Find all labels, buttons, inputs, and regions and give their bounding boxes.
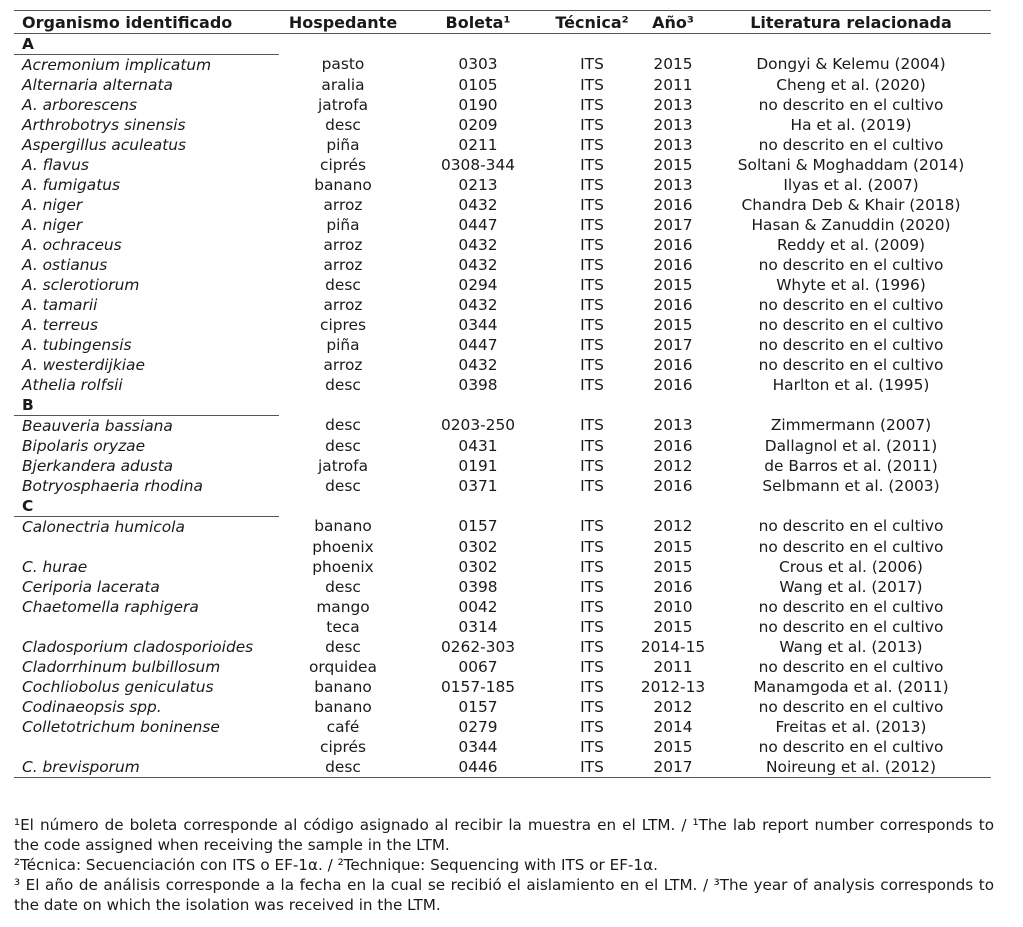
table-row xyxy=(14,335,991,355)
table-row xyxy=(14,476,991,496)
cell-year: 2016 xyxy=(653,295,693,314)
cell-organism xyxy=(14,537,279,557)
table-row xyxy=(14,355,991,375)
cell-organism: A. terreus xyxy=(22,315,98,334)
cell-host: desc xyxy=(325,375,361,394)
cell-host: arroz xyxy=(323,195,363,214)
cell-literature: Harlton et al. (1995) xyxy=(772,375,930,394)
cell-technique: ITS xyxy=(580,677,604,696)
cell-report: 0432 xyxy=(458,195,498,214)
cell-report: 0447 xyxy=(458,335,498,354)
cell-technique: ITS xyxy=(580,517,604,536)
cell-report: 0209 xyxy=(458,115,498,134)
cell-literature: Ilyas et al. (2007) xyxy=(783,175,919,194)
cell-year: 2013 xyxy=(653,115,693,134)
cell-organism: Arthrobotrys sinensis xyxy=(22,115,186,134)
cell-technique: ITS xyxy=(580,215,604,234)
cell-report: 0446 xyxy=(407,757,549,778)
cell-technique: ITS xyxy=(580,175,604,194)
cell-technique: ITS xyxy=(580,315,604,334)
cell-host: piña xyxy=(326,335,360,354)
header-literature: Literatura relacionada xyxy=(711,11,991,34)
header-host: Hospedante xyxy=(279,11,407,34)
cell-report: 0303 xyxy=(458,55,498,74)
footnote-1: ¹El número de boleta corresponde al código asignado al recibir la muestra en el LTM. / ¹The lab report number corresponds to the code assigned when receiving the sample in the LTM. xyxy=(14,816,994,854)
table-row xyxy=(14,175,991,195)
cell-report: 0432 xyxy=(458,235,498,254)
cell-year: 2012 xyxy=(653,697,693,716)
cell-literature: no descrito en el cultivo xyxy=(758,135,944,154)
cell-host: banano xyxy=(314,517,372,536)
cell-organism: A. ostianus xyxy=(22,255,108,274)
cell-organism: A. ochraceus xyxy=(22,235,122,254)
cell-report: 0157 xyxy=(458,697,498,716)
cell-host: desc xyxy=(325,416,361,435)
cell-host: ciprés xyxy=(320,155,366,174)
cell-organism: Chaetomella raphigera xyxy=(22,597,199,616)
cell-host: banano xyxy=(314,697,372,716)
footnote-2: ²Técnica: Secuenciación con ITS o EF-1α. / ²Technique: Sequencing with ITS or EF-1α. xyxy=(14,856,658,874)
cell-host: piña xyxy=(326,135,360,154)
cell-technique: ITS xyxy=(580,537,604,556)
cell-organism: A. niger xyxy=(22,215,83,234)
cell-organism xyxy=(14,617,279,637)
cell-host: orquidea xyxy=(309,657,377,676)
cell-literature: no descrito en el cultivo xyxy=(758,315,944,334)
table-row xyxy=(14,275,991,295)
cell-year: 2015 xyxy=(653,557,693,576)
cell-technique: ITS xyxy=(580,55,604,74)
section-letter: A xyxy=(14,34,279,55)
cell-report: 0211 xyxy=(458,135,498,154)
cell-year: 2015 xyxy=(653,55,693,74)
cell-host: ciprés xyxy=(320,737,366,756)
cell-literature: Chandra Deb & Khair (2018) xyxy=(741,195,961,214)
cell-host: desc xyxy=(325,275,361,294)
cell-literature: Dallagnol et al. (2011) xyxy=(764,436,938,455)
header-year: Año³ xyxy=(635,11,711,34)
cell-year: 2013 xyxy=(653,416,693,435)
cell-organism: Cladorrhinum bulbillosum xyxy=(22,657,221,676)
cell-host: desc xyxy=(325,436,361,455)
cell-year: 2016 xyxy=(653,235,693,254)
table-row xyxy=(14,597,991,617)
cell-technique: ITS xyxy=(580,476,604,495)
cell-report: 0302 xyxy=(458,557,498,576)
cell-year: 2013 xyxy=(653,175,693,194)
cell-literature: Crous et al. (2006) xyxy=(779,557,923,576)
cell-host: piña xyxy=(326,215,360,234)
cell-host: café xyxy=(326,717,360,736)
cell-report: 0432 xyxy=(458,295,498,314)
cell-literature: no descrito en el cultivo xyxy=(758,697,944,716)
cell-literature: de Barros et al. (2011) xyxy=(764,456,938,475)
cell-technique: ITS xyxy=(580,737,604,756)
cell-host: arroz xyxy=(323,355,363,374)
cell-organism: A. fumigatus xyxy=(22,175,121,194)
cell-year: 2016 xyxy=(653,476,693,495)
cell-technique: ITS xyxy=(580,275,604,294)
cell-report: 0042 xyxy=(458,597,498,616)
cell-host: aralia xyxy=(321,75,365,94)
cell-literature: no descrito en el cultivo xyxy=(758,295,944,314)
cell-literature: Manamgoda et al. (2011) xyxy=(753,677,949,696)
cell-literature: no descrito en el cultivo xyxy=(758,335,944,354)
cell-report: 0344 xyxy=(458,315,498,334)
cell-technique: ITS xyxy=(580,75,604,94)
cell-organism: Beauveria bassiana xyxy=(22,416,173,435)
cell-report: 0308-344 xyxy=(440,155,516,174)
cell-literature: Whyte et al. (1996) xyxy=(776,275,926,294)
species-table xyxy=(14,10,991,778)
section-letter: C xyxy=(14,496,279,517)
cell-year: 2017 xyxy=(653,335,693,354)
cell-report: 0314 xyxy=(458,617,498,636)
cell-organism: Bipolaris oryzae xyxy=(22,436,146,455)
cell-year: 2015 xyxy=(653,315,693,334)
cell-technique: ITS xyxy=(580,135,604,154)
cell-organism: Alternaria alternata xyxy=(22,75,173,94)
cell-year: 2011 xyxy=(653,657,693,676)
cell-host: desc xyxy=(325,577,361,596)
cell-technique: ITS xyxy=(580,95,604,114)
header-technique: Técnica² xyxy=(549,11,635,34)
cell-literature: no descrito en el cultivo xyxy=(758,355,944,374)
table-row xyxy=(14,717,991,737)
cell-literature: no descrito en el cultivo xyxy=(758,95,944,114)
table-row xyxy=(14,557,991,577)
cell-technique: ITS xyxy=(580,597,604,616)
cell-organism: Cochliobolus geniculatus xyxy=(22,677,214,696)
cell-year: 2016 xyxy=(653,195,693,214)
cell-year: 2016 xyxy=(653,355,693,374)
table-row xyxy=(14,517,991,538)
cell-organism: A. arborescens xyxy=(22,95,138,114)
cell-literature: no descrito en el cultivo xyxy=(758,737,944,756)
cell-report: 0279 xyxy=(458,717,498,736)
table-body xyxy=(14,34,991,778)
cell-technique: ITS xyxy=(580,295,604,314)
table-header-row xyxy=(14,11,991,34)
cell-organism: Acremonium implicatum xyxy=(22,55,212,74)
cell-year: 2010 xyxy=(653,597,693,616)
cell-host: pasto xyxy=(321,55,365,74)
cell-report: 0213 xyxy=(458,175,498,194)
cell-organism: Ceriporia lacerata xyxy=(22,577,160,596)
cell-literature: Noireung et al. (2012) xyxy=(711,757,991,778)
cell-year: 2012 xyxy=(653,517,693,536)
cell-technique: ITS xyxy=(580,335,604,354)
cell-literature: Cheng et al. (2020) xyxy=(776,75,926,94)
cell-organism: A. tubingensis xyxy=(22,335,132,354)
table-row xyxy=(14,677,991,697)
table-row xyxy=(14,375,991,395)
cell-literature: Reddy et al. (2009) xyxy=(776,235,926,254)
cell-report: 0302 xyxy=(458,537,498,556)
cell-technique: ITS xyxy=(580,557,604,576)
cell-technique: ITS xyxy=(580,617,604,636)
cell-host: jatrofa xyxy=(318,456,368,475)
cell-report: 0398 xyxy=(458,375,498,394)
cell-literature: Zimmermann (2007) xyxy=(770,416,932,435)
cell-report: 0432 xyxy=(458,255,498,274)
section-header-row xyxy=(14,496,991,517)
cell-organism: Aspergillus aculeatus xyxy=(22,135,187,154)
cell-literature: Ha et al. (2019) xyxy=(790,115,912,134)
table-row xyxy=(14,55,991,76)
cell-literature: no descrito en el cultivo xyxy=(758,617,944,636)
cell-year: 2012 xyxy=(653,456,693,475)
cell-year: 2015 xyxy=(653,617,693,636)
cell-technique: ITS xyxy=(580,416,604,435)
table-row xyxy=(14,255,991,275)
table-row xyxy=(14,235,991,255)
cell-year: 2016 xyxy=(653,375,693,394)
table-row xyxy=(14,215,991,235)
cell-report: 0344 xyxy=(458,737,498,756)
cell-report: 0431 xyxy=(458,436,498,455)
table-row xyxy=(14,115,991,135)
table-row xyxy=(14,75,991,95)
table-row xyxy=(14,617,991,637)
cell-year: 2013 xyxy=(653,135,693,154)
cell-technique: ITS xyxy=(580,375,604,394)
cell-report: 0157 xyxy=(458,517,498,536)
table-row xyxy=(14,436,991,456)
cell-year: 2015 xyxy=(653,537,693,556)
cell-technique: ITS xyxy=(580,255,604,274)
cell-report: 0371 xyxy=(458,476,498,495)
cell-year: 2016 xyxy=(653,436,693,455)
table-row xyxy=(14,135,991,155)
header-report: Boleta¹ xyxy=(407,11,549,34)
cell-host: banano xyxy=(314,175,372,194)
table-row xyxy=(14,657,991,677)
table-row xyxy=(14,577,991,597)
cell-literature: no descrito en el cultivo xyxy=(758,657,944,676)
cell-host: desc xyxy=(325,476,361,495)
cell-literature: Wang et al. (2013) xyxy=(779,637,923,656)
cell-literature: Hasan & Zanuddin (2020) xyxy=(751,215,951,234)
table-row xyxy=(14,416,991,437)
cell-host: phoenix xyxy=(312,557,374,576)
cell-literature: no descrito en el cultivo xyxy=(758,517,944,536)
table-row xyxy=(14,95,991,115)
cell-organism: C. hurae xyxy=(22,557,88,576)
cell-literature: Dongyi & Kelemu (2004) xyxy=(756,55,946,74)
table-row xyxy=(14,456,991,476)
cell-host: desc xyxy=(325,637,361,656)
section-letter: B xyxy=(14,395,279,416)
header-organism: Organismo identificado xyxy=(14,11,279,34)
cell-host: phoenix xyxy=(312,537,374,556)
cell-year: 2015 xyxy=(653,275,693,294)
cell-report: 0432 xyxy=(458,355,498,374)
cell-report: 0190 xyxy=(458,95,498,114)
cell-host: teca xyxy=(326,617,360,636)
cell-year: 2017 xyxy=(653,215,693,234)
cell-technique: ITS xyxy=(580,577,604,596)
table-row xyxy=(14,757,991,778)
cell-report: 0157-185 xyxy=(440,677,516,696)
cell-technique: ITS xyxy=(580,115,604,134)
footnote-3: ³ El año de análisis corresponde a la fecha en la cual se recibió el aislamiento en el LTM. / ³The year of analysis corresponds to the date on which the isolation was received in the LTM. xyxy=(14,876,994,914)
cell-technique: ITS xyxy=(580,637,604,656)
table-row xyxy=(14,295,991,315)
cell-technique: ITS xyxy=(580,195,604,214)
cell-year: 2011 xyxy=(653,75,693,94)
cell-technique: ITS xyxy=(580,155,604,174)
cell-technique: ITS xyxy=(580,235,604,254)
cell-literature: no descrito en el cultivo xyxy=(758,537,944,556)
cell-host: arroz xyxy=(323,295,363,314)
cell-technique: ITS xyxy=(580,717,604,736)
cell-technique: ITS xyxy=(580,697,604,716)
cell-year: 2015 xyxy=(653,737,693,756)
cell-host: desc xyxy=(279,757,407,778)
cell-technique: ITS xyxy=(580,657,604,676)
footnotes xyxy=(14,815,994,915)
table-row xyxy=(14,155,991,175)
cell-report: 0105 xyxy=(458,75,498,94)
table-row xyxy=(14,537,991,557)
cell-year: 2015 xyxy=(653,155,693,174)
cell-organism xyxy=(14,737,279,757)
cell-literature: Soltani & Moghaddam (2014) xyxy=(737,155,965,174)
cell-year: 2016 xyxy=(653,255,693,274)
cell-report: 0067 xyxy=(458,657,498,676)
cell-host: arroz xyxy=(323,255,363,274)
table-row xyxy=(14,195,991,215)
table-row xyxy=(14,737,991,757)
cell-report: 0294 xyxy=(458,275,498,294)
cell-report: 0447 xyxy=(458,215,498,234)
cell-technique: ITS xyxy=(580,436,604,455)
cell-year: 2017 xyxy=(635,757,711,778)
cell-literature: no descrito en el cultivo xyxy=(758,255,944,274)
cell-organism: C. brevisporum xyxy=(14,757,279,778)
cell-literature: Wang et al. (2017) xyxy=(779,577,923,596)
cell-host: banano xyxy=(314,677,372,696)
table-row xyxy=(14,697,991,717)
cell-organism: Colletotrichum boninense xyxy=(22,717,220,736)
section-header-row xyxy=(14,395,991,416)
table-row xyxy=(14,637,991,657)
cell-literature: no descrito en el cultivo xyxy=(758,597,944,616)
cell-host: jatrofa xyxy=(318,95,368,114)
section-header-row xyxy=(14,34,991,55)
cell-host: cipres xyxy=(320,315,366,334)
cell-year: 2013 xyxy=(653,95,693,114)
cell-organism: A. niger xyxy=(22,195,83,214)
cell-organism: A. tamarii xyxy=(22,295,98,314)
cell-host: arroz xyxy=(323,235,363,254)
cell-organism: Bjerkandera adusta xyxy=(22,456,174,475)
cell-technique: ITS xyxy=(580,355,604,374)
cell-organism: Calonectria humicola xyxy=(22,517,185,536)
cell-organism: A. flavus xyxy=(22,155,89,174)
cell-technique: ITS xyxy=(580,456,604,475)
cell-host: desc xyxy=(325,115,361,134)
cell-literature: Selbmann et al. (2003) xyxy=(762,476,940,495)
cell-organism: Athelia rolfsii xyxy=(22,375,123,394)
cell-year: 2016 xyxy=(653,577,693,596)
cell-organism: A. sclerotiorum xyxy=(22,275,140,294)
cell-year: 2014-15 xyxy=(640,637,706,656)
table-row xyxy=(14,315,991,335)
cell-year: 2014 xyxy=(653,717,693,736)
cell-organism: Codinaeopsis spp. xyxy=(22,697,162,716)
cell-organism: Cladosporium cladosporioides xyxy=(22,637,254,656)
cell-organism: Botryosphaeria rhodina xyxy=(22,476,203,495)
cell-literature: Freitas et al. (2013) xyxy=(775,717,927,736)
cell-report: 0203-250 xyxy=(440,416,516,435)
cell-report: 0398 xyxy=(458,577,498,596)
cell-host: mango xyxy=(316,597,370,616)
cell-report: 0191 xyxy=(458,456,498,475)
cell-technique: ITS xyxy=(549,757,635,778)
cell-year: 2012-13 xyxy=(640,677,706,696)
cell-organism: A. westerdijkiae xyxy=(22,355,145,374)
cell-report: 0262-303 xyxy=(440,637,516,656)
